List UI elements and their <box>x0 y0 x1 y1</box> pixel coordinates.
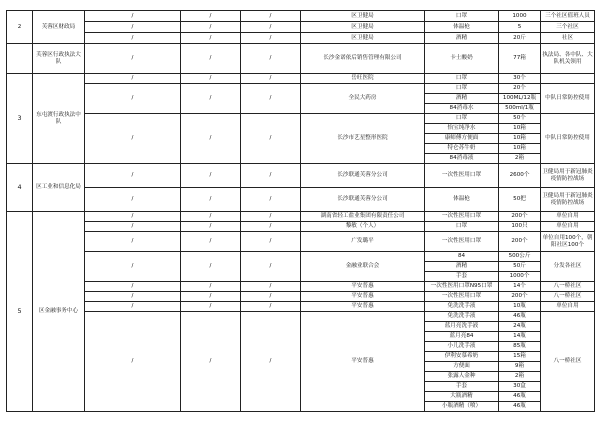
item-cell: 蓝月亮洗手液 <box>425 322 499 332</box>
qty-cell: 200个 <box>499 212 541 222</box>
qty-cell: 20斤 <box>499 33 541 44</box>
qty-cell: 77箱 <box>499 44 541 74</box>
slash-cell: / <box>181 84 241 114</box>
item-cell: 一次性医用口罩 <box>425 292 499 302</box>
item-cell: 伊利安慕希奶 <box>425 352 499 362</box>
recipient-cell: 平安普惠 <box>301 282 425 292</box>
group-unit: 芙蓉区财政局 <box>33 11 85 44</box>
qty-cell: 10箱 <box>499 144 541 154</box>
qty-cell: 5 <box>499 22 541 33</box>
table-row <box>7 11 595 22</box>
slash-cell: / <box>85 74 181 84</box>
item-cell: 手套 <box>425 382 499 392</box>
item-cell: 口罩 <box>425 114 499 124</box>
item-cell: 口罩 <box>425 84 499 94</box>
qty-cell: 46瓶 <box>499 392 541 402</box>
slash-cell: / <box>85 33 181 44</box>
slash-cell: / <box>85 11 181 22</box>
slash-cell: / <box>181 302 241 312</box>
use-cell: 八一桥社区 <box>541 312 595 412</box>
table-row <box>7 114 595 124</box>
slash-cell: / <box>181 164 241 188</box>
qty-cell: 50个 <box>499 114 541 124</box>
item-cell: 大瓶酒精 <box>425 392 499 402</box>
use-cell: 分发各社区 <box>541 252 595 282</box>
slash-cell: / <box>85 302 181 312</box>
slash-cell: / <box>241 114 301 164</box>
recipient-cell: 广发璐平 <box>301 232 425 252</box>
slash-cell: / <box>181 188 241 212</box>
qty-cell: 46瓶 <box>499 402 541 412</box>
item-cell: 康师傅方便面 <box>425 134 499 144</box>
recipient-cell: 黎敏（个人） <box>301 222 425 232</box>
recipient-cell: 长沙金诺依后销售管理有限公司 <box>301 44 425 74</box>
recipient-cell: 区卫健局 <box>301 22 425 33</box>
use-cell: 三个社区值班人员 <box>541 11 595 22</box>
item-cell: 体温枪 <box>425 188 499 212</box>
item-cell: 酒精 <box>425 94 499 104</box>
use-cell: 三个社区 <box>541 22 595 33</box>
use-cell: 执法局、各中队、大队机关领用 <box>541 44 595 74</box>
group-unit: 芙蓉区行政执法大队 <box>33 44 85 74</box>
qty-cell: 9箱 <box>499 362 541 372</box>
slash-cell: / <box>241 33 301 44</box>
slash-cell: / <box>241 222 301 232</box>
item-cell: 口罩 <box>425 11 499 22</box>
qty-cell: 50把 <box>499 188 541 212</box>
qty-cell: 50斤 <box>499 262 541 272</box>
table-row <box>7 22 595 33</box>
group-unit: 区工业和信息化局 <box>33 164 85 212</box>
use-cell: 卫健局用于新冠肺炎疫情防控战场 <box>541 188 595 212</box>
slash-cell: / <box>85 188 181 212</box>
slash-cell: / <box>241 252 301 282</box>
use-cell: 单位自用 <box>541 212 595 222</box>
qty-cell: 30个 <box>499 74 541 84</box>
recipient-cell: 平安普惠 <box>301 292 425 302</box>
qty-cell: 200个 <box>499 292 541 302</box>
slash-cell: / <box>241 84 301 114</box>
qty-cell: 1000 <box>499 11 541 22</box>
qty-cell: 24瓶 <box>499 322 541 332</box>
slash-cell: / <box>181 212 241 222</box>
table-row <box>7 232 595 252</box>
recipient-cell: 长沙联通芙蓉分公司 <box>301 188 425 212</box>
table-row <box>7 33 595 44</box>
item-cell: 84消毒水 <box>425 104 499 114</box>
slash-cell: / <box>181 74 241 84</box>
group-unit: 东屯渡行政执法中队 <box>33 74 85 164</box>
group-no: 5 <box>7 212 33 412</box>
item-cell: 84 <box>425 252 499 262</box>
table-row <box>7 222 595 232</box>
recipient-cell: 湖南省轻工盐业集团有限责任公司 <box>301 212 425 222</box>
item-cell: 蓝月亮84 <box>425 332 499 342</box>
slash-cell: / <box>181 232 241 252</box>
table-row <box>7 74 595 84</box>
slash-cell: / <box>85 282 181 292</box>
use-cell: 单位自用 <box>541 222 595 232</box>
item-cell: 酒精 <box>425 262 499 272</box>
item-cell: 口罩 <box>425 74 499 84</box>
table-row <box>7 44 595 74</box>
recipient-cell: 平安普惠 <box>301 302 425 312</box>
slash-cell: / <box>241 164 301 188</box>
item-cell: 方便面 <box>425 362 499 372</box>
item-cell: 特仑苏牛奶 <box>425 144 499 154</box>
item-cell: 张露人金种 <box>425 372 499 382</box>
item-cell: 一次性医用口罩N95口罩 <box>425 282 499 292</box>
table-row <box>7 302 595 312</box>
qty-cell: 100ML/12瓶 <box>499 94 541 104</box>
qty-cell: 2600个 <box>499 164 541 188</box>
table-row <box>7 164 595 188</box>
qty-cell: 20个 <box>499 84 541 94</box>
use-cell: 八一桥社区 <box>541 282 595 292</box>
item-cell: 怡宝纯净水 <box>425 124 499 134</box>
item-cell: 小儿洗手液 <box>425 342 499 352</box>
recipient-cell: 区卫健局 <box>301 11 425 22</box>
slash-cell: / <box>241 22 301 33</box>
qty-cell: 10箱 <box>499 124 541 134</box>
slash-cell: / <box>85 84 181 114</box>
use-cell <box>541 74 595 84</box>
slash-cell: / <box>85 252 181 282</box>
use-cell: 八一桥社区 <box>541 292 595 302</box>
slash-cell: / <box>181 33 241 44</box>
item-cell: 一次性医用口罩 <box>425 164 499 188</box>
slash-cell: / <box>85 292 181 302</box>
recipient-cell: 平安普惠 <box>301 312 425 412</box>
qty-cell: 10瓶 <box>499 302 541 312</box>
item-cell: 免洗洗手液 <box>425 302 499 312</box>
recipient-cell: 长沙市艺星整形医院 <box>301 114 425 164</box>
table-row <box>7 84 595 94</box>
slash-cell: / <box>181 292 241 302</box>
item-cell: 体温枪 <box>425 22 499 33</box>
slash-cell: / <box>241 11 301 22</box>
table-row <box>7 188 595 212</box>
table-row <box>7 212 595 222</box>
qty-cell: 100只 <box>499 222 541 232</box>
slash-cell: / <box>241 212 301 222</box>
slash-cell: / <box>241 302 301 312</box>
slash-cell: / <box>241 188 301 212</box>
use-cell: 单位自用 <box>541 302 595 312</box>
slash-cell: / <box>181 252 241 282</box>
recipient-cell: 长沙联通芙蓉分公司 <box>301 164 425 188</box>
item-cell: 卡士酸奶 <box>425 44 499 74</box>
slash-cell: / <box>181 11 241 22</box>
slash-cell: / <box>85 312 181 412</box>
qty-cell: 10箱 <box>499 134 541 144</box>
group-no <box>7 44 33 74</box>
use-cell: 卫健局用于新冠肺炎疫情防控战场 <box>541 164 595 188</box>
use-cell: 单位自用100个，朝阳社区100个 <box>541 232 595 252</box>
slash-cell: / <box>181 282 241 292</box>
slash-cell: / <box>181 44 241 74</box>
group-no: 4 <box>7 164 33 212</box>
item-cell: 手套 <box>425 272 499 282</box>
slash-cell: / <box>241 232 301 252</box>
slash-cell: / <box>85 114 181 164</box>
qty-cell: 2箱 <box>499 372 541 382</box>
item-cell: 免洗洗手液 <box>425 312 499 322</box>
recipient-cell: 区卫健局 <box>301 33 425 44</box>
group-unit: 区金融事务中心 <box>33 212 85 412</box>
qty-cell: 30盒 <box>499 382 541 392</box>
qty-cell: 500ml/1瓶 <box>499 104 541 114</box>
item-cell: 口罩 <box>425 222 499 232</box>
slash-cell: / <box>241 44 301 74</box>
slash-cell: / <box>85 212 181 222</box>
slash-cell: / <box>241 292 301 302</box>
table-row <box>7 292 595 302</box>
qty-cell: 200个 <box>499 232 541 252</box>
item-cell: 小瓶酒精（喷） <box>425 402 499 412</box>
slash-cell: / <box>85 232 181 252</box>
qty-cell: 46瓶 <box>499 312 541 322</box>
donation-table <box>6 10 595 412</box>
table-row <box>7 282 595 292</box>
slash-cell: / <box>241 282 301 292</box>
slash-cell: / <box>181 222 241 232</box>
slash-cell: / <box>241 312 301 412</box>
use-cell: 中队日常防控使用 <box>541 114 595 164</box>
recipient-cell: 全民大药房 <box>301 84 425 114</box>
item-cell: 84消毒液 <box>425 154 499 164</box>
group-no: 3 <box>7 74 33 164</box>
recipient-cell: 岳旺医院 <box>301 74 425 84</box>
use-cell: 社区 <box>541 33 595 44</box>
table-row <box>7 252 595 262</box>
slash-cell: / <box>181 22 241 33</box>
slash-cell: / <box>181 114 241 164</box>
item-cell: 一次性医用口罩 <box>425 232 499 252</box>
slash-cell: / <box>85 164 181 188</box>
qty-cell: 14瓶 <box>499 332 541 342</box>
qty-cell: 85瓶 <box>499 342 541 352</box>
item-cell: 一次性医用口罩 <box>425 212 499 222</box>
slash-cell: / <box>181 312 241 412</box>
table-row <box>7 312 595 322</box>
qty-cell: 2箱 <box>499 154 541 164</box>
qty-cell: 14个 <box>499 282 541 292</box>
slash-cell: / <box>241 74 301 84</box>
slash-cell: / <box>85 22 181 33</box>
group-no: 2 <box>7 11 33 44</box>
use-cell: 中队日常防控使用 <box>541 84 595 114</box>
recipient-cell: 金融业联合会 <box>301 252 425 282</box>
qty-cell: 500公斤 <box>499 252 541 262</box>
slash-cell: / <box>85 44 181 74</box>
qty-cell: 1000个 <box>499 272 541 282</box>
item-cell: 酒精 <box>425 33 499 44</box>
slash-cell: / <box>85 222 181 232</box>
qty-cell: 15箱 <box>499 352 541 362</box>
